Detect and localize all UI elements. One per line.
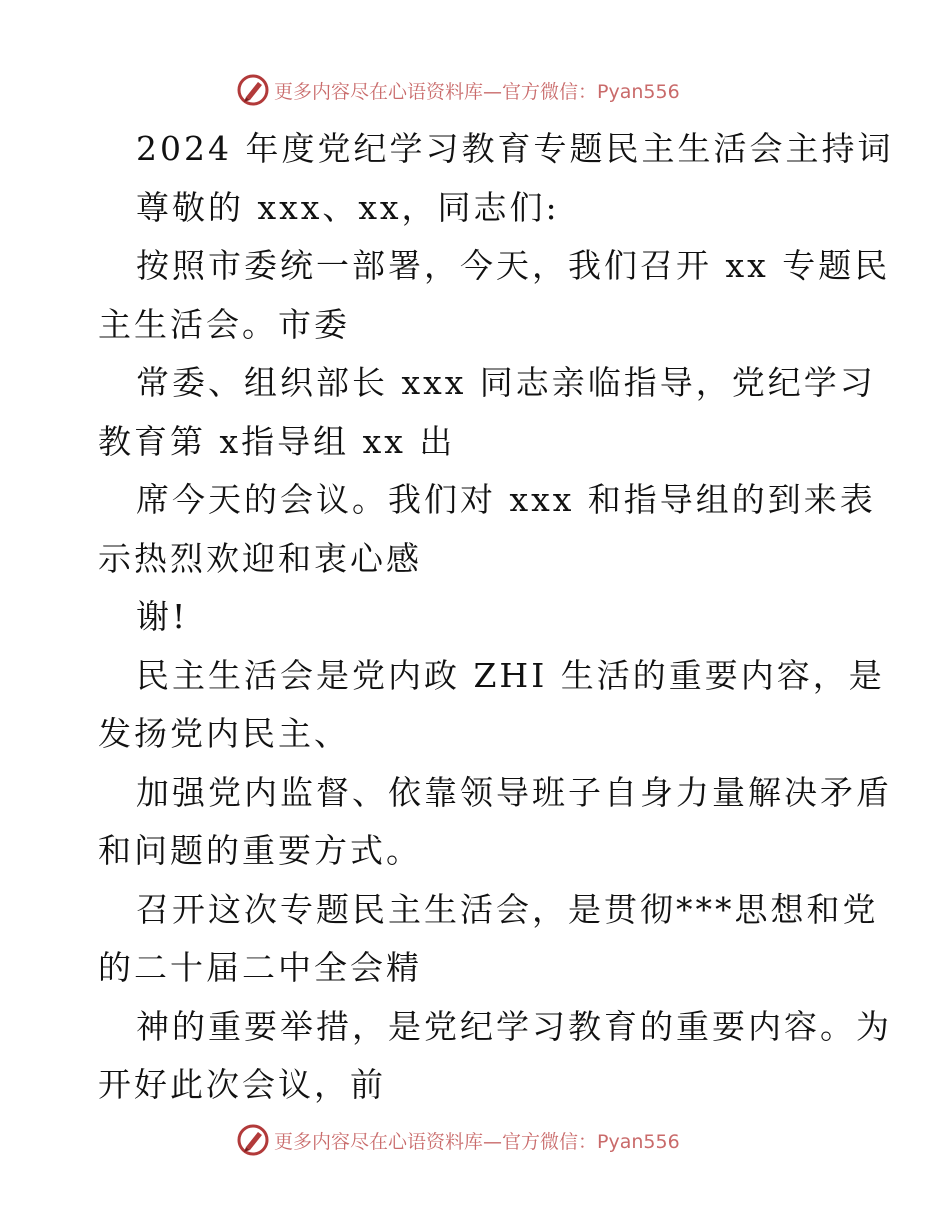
paragraph-line: 加强党内监督、依靠领导班子自身力量解决矛盾 [136,772,892,812]
paragraph-line: 常委、组织部长 xxx 同志亲临指导，党纪学习 [136,363,876,402]
watermark-text: 更多内容尽在心语资料库—官方微信：Pyan556 [274,1130,680,1153]
paragraph-line: 席今天的会议。我们对 xxx 和指导组的到来表 [136,480,876,519]
document-title: 2024 年度党纪学习教育专题民主生活会主持词 [136,129,894,168]
paragraph-line: 开好此次会议，前 [98,1065,386,1104]
paragraph-line: 主生活会。市委 [98,304,350,344]
paragraph-line: 和问题的重要方式。 [98,831,422,870]
paragraph-line: 示热烈欢迎和衷心感 [98,538,422,578]
paragraph-line: 神的重要举措，是党纪学习教育的重要内容。为 [136,1006,892,1046]
paragraph-line: 谢! [136,597,189,636]
watermark-text: 更多内容尽在心语资料库—官方微信：Pyan556 [274,80,680,103]
paragraph-line: 教育第 x指导组 xx 出 [98,421,456,461]
document-body [98,120,894,1115]
paragraph-line: 民主生活会是党内政 ZHI 生活的重要内容，是 [136,655,885,695]
paragraph-line: 召开这次专题民主生活会，是贯彻***思想和党 [136,889,879,929]
watermark-header [236,72,680,108]
pen-logo-icon [236,1123,270,1157]
pen-logo-icon [236,73,270,107]
paragraph-line: 的二十届二中全会精 [98,948,422,987]
salutation: 尊敬的 xxx、xx，同志们: [136,187,560,227]
watermark-footer [236,1122,680,1158]
paragraph-line: 发扬党内民主、 [98,714,350,753]
paragraph-line: 按照市委统一部署，今天，我们召开 xx 专题民 [136,246,891,285]
